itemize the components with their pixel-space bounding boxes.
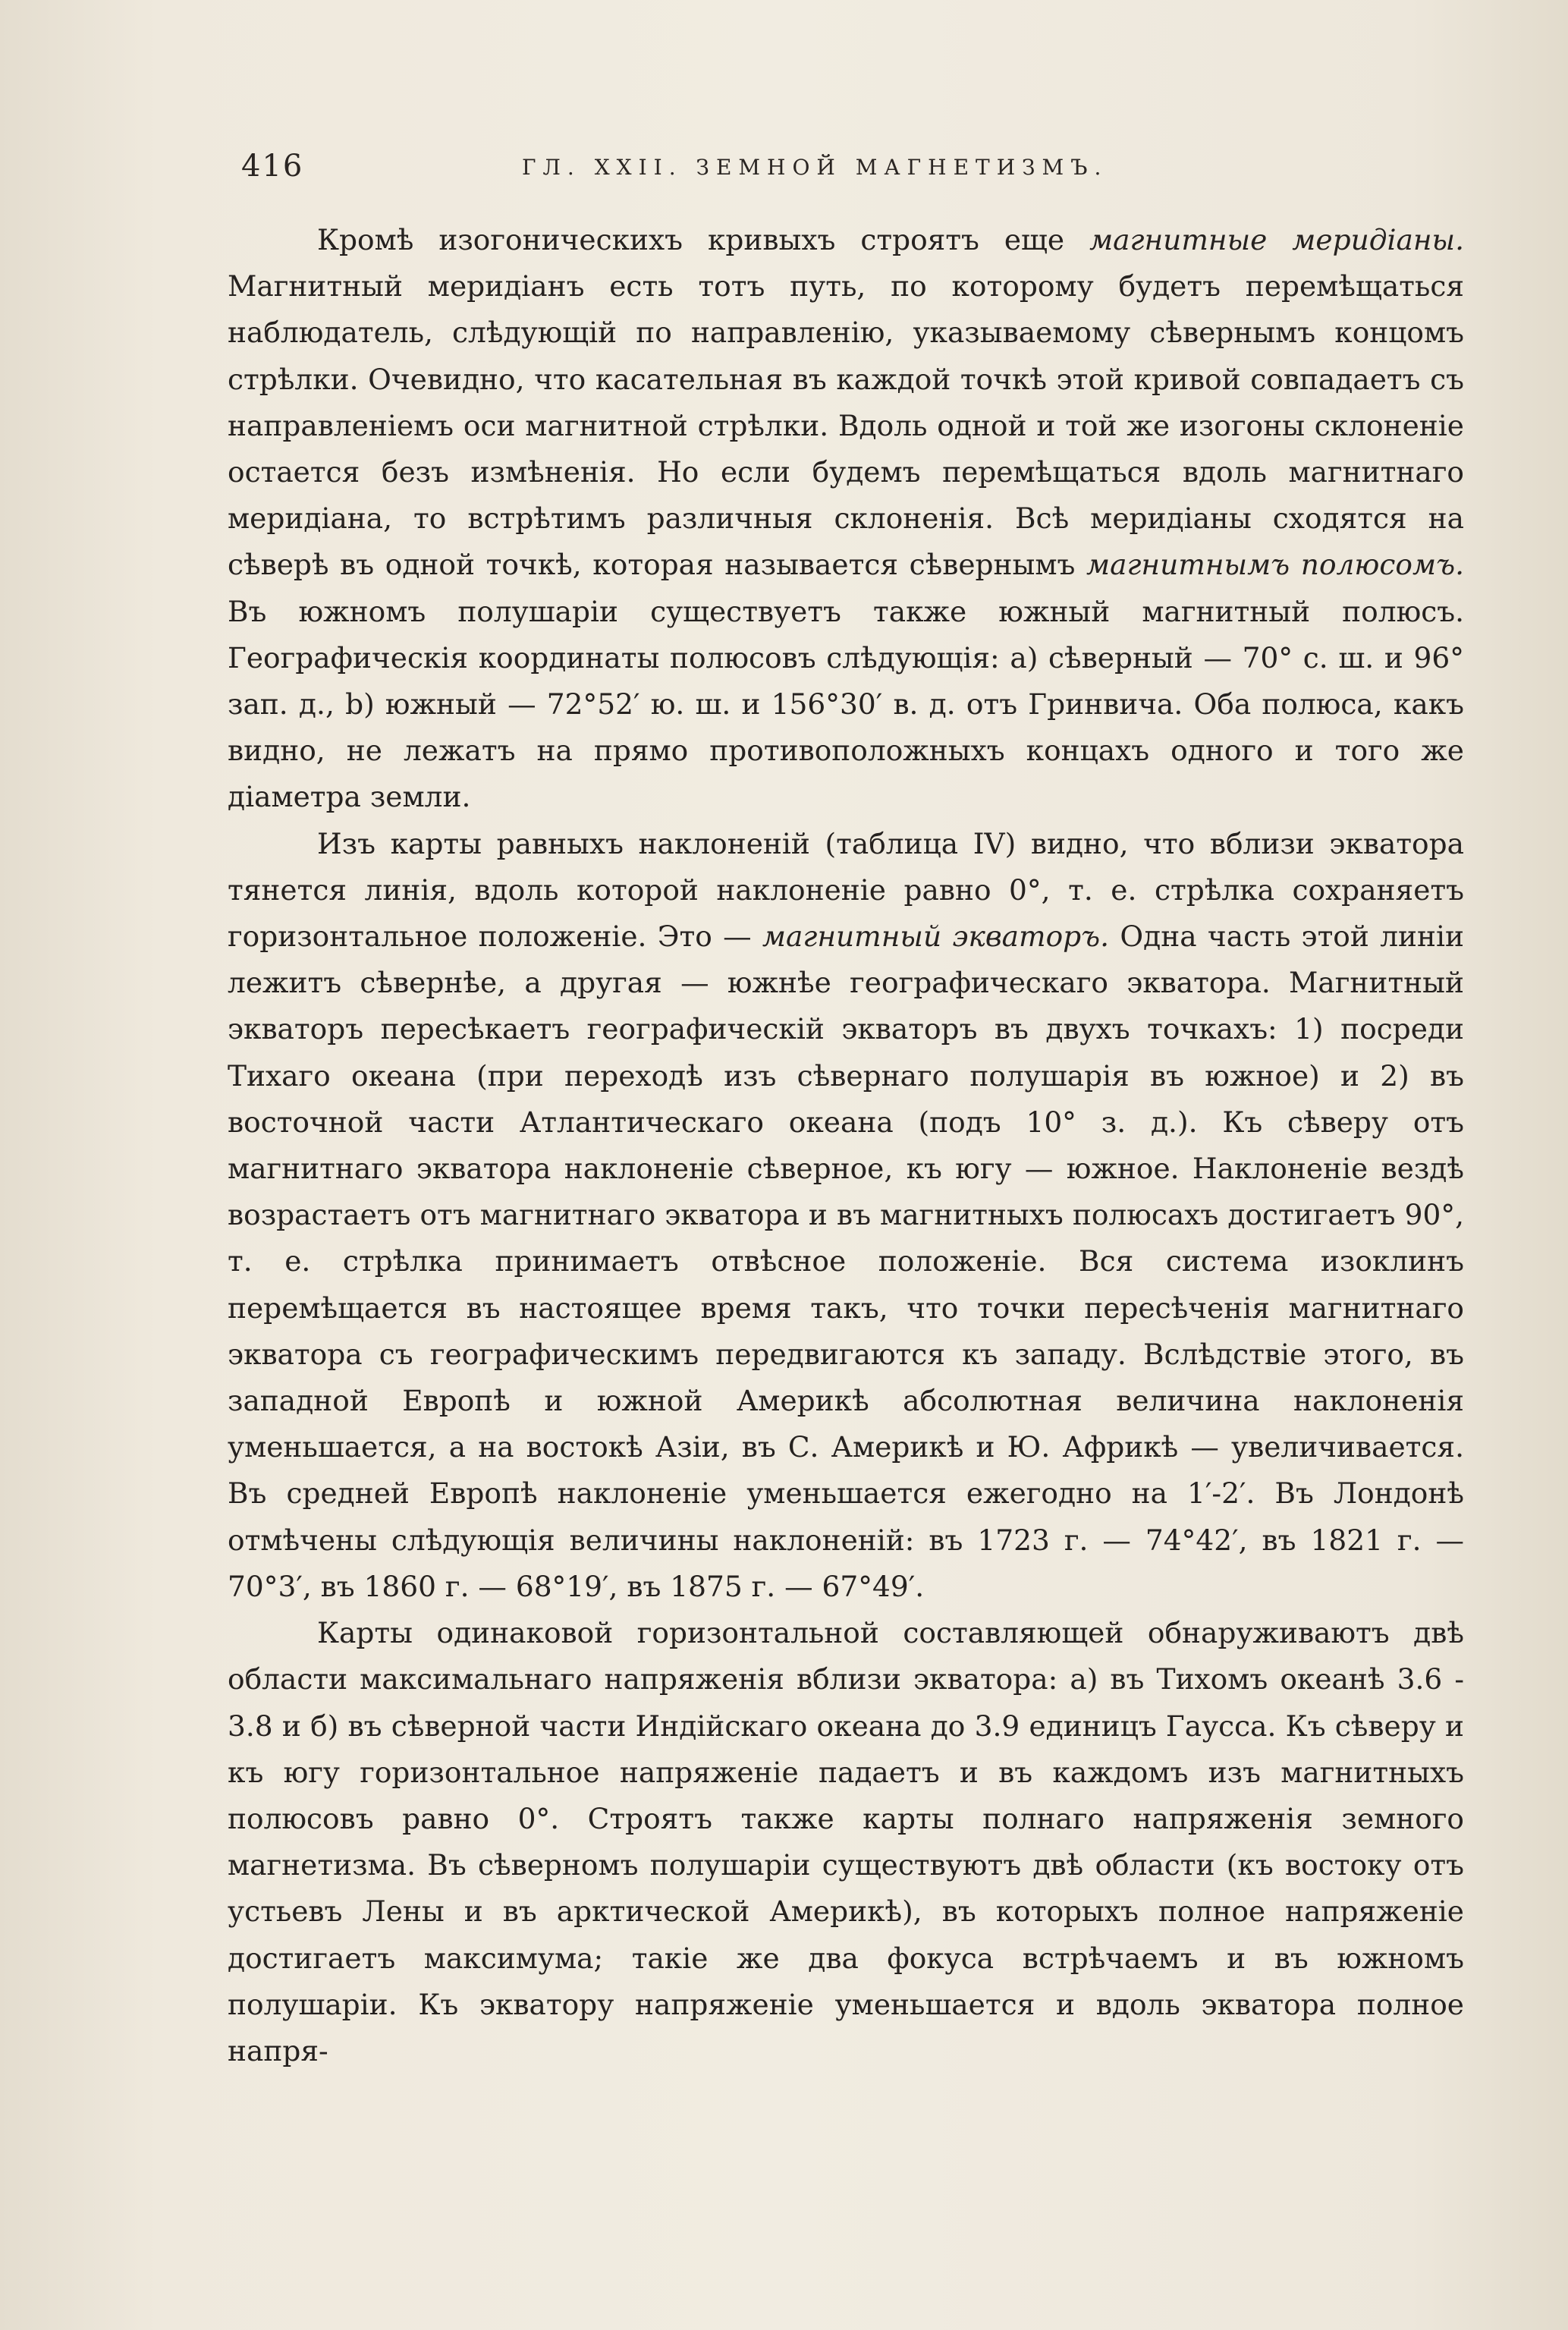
paragraph-horizontal-component [228, 1610, 1464, 2074]
paragraph-magnetic-equator [228, 821, 1464, 1610]
text-run: Въ южномъ полушаріи существуетъ также южный магнитный полюсъ. Географическія координаты полюсовъ слѣдующія: а) сѣверный — 70° с. ш. и 96° зап. д., b) южный — 72°52′ ю. ш. и 156°30′ в. д. отъ Гринвича. Оба полюса, какъ видно, не лежатъ на прямо противоположныхъ концахъ одного и того же діаметра земли. [228, 594, 1464, 814]
chapter-title: ГЛ. XXII. ЗЕМНОЙ МАГНЕТИЗМЪ. [522, 155, 1108, 180]
italic-term: магнитный экваторъ. [762, 920, 1110, 954]
page-number: 416 [241, 149, 304, 184]
running-head [241, 149, 1470, 194]
text-run: Карты одинаковой горизонтальной составляющей обнаруживаютъ двѣ области максимальнаго напряженія вблизи экватора: а) въ Тихомъ океанѣ 3.6 - 3.8 и б) въ сѣверной части Индійскаго океана до 3.9 единицъ Гаусса. Къ сѣверу и къ югу горизонтальное напряженіе падаетъ и въ каждомъ изъ магнитныхъ полюсовъ равно 0°. Строятъ также карты полнаго напряженія земного магнетизма. Въ сѣверномъ полушаріи существуютъ двѣ области (къ востоку отъ устьевъ Лены и въ арктической Америкѣ), въ которыхъ полное напряженіе достигаетъ максимума; такіе же два фокуса встрѣчаемъ и въ южномъ полушаріи. Къ экватору напряженіе уменьшается и вдоль экватора полное напря- [228, 1616, 1464, 2067]
italic-term: магнитнымъ полюсомъ. [1086, 548, 1464, 582]
text-run: Изъ карты равныхъ наклоненій (таблица IV) видно, что вблизи экватора тянется линія, вдоль которой наклоненіе равно 0°, т. е. стрѣлка сохраняетъ горизонтальное положеніе. Это — [228, 826, 1464, 954]
text-run: Кромѣ изогоническихъ кривыхъ строятъ еще [317, 223, 1090, 256]
paragraph-magnetic-meridians [228, 217, 1464, 821]
body-text [228, 217, 1464, 2074]
italic-term: магнитные меридіаны. [1089, 223, 1465, 256]
text-run: Одна часть этой линіи лежитъ сѣвернѣе, а другая — южнѣе географическаго экватора. Магнитный экваторъ пересѣкаетъ географическій экваторъ въ двухъ точкахъ: 1) посреди Тихаго океана (при переходѣ изъ сѣвернаго полушарія въ южное) и 2) въ восточной части Атлантическаго океана (подъ 10° з. д.). Къ сѣверу отъ магнитнаго экватора наклоненіе сѣверное, къ югу — южное. Наклоненіе вездѣ возрастаетъ отъ магнитнаго экватора и въ магнитныхъ полюсахъ достигаетъ 90°, т. е. стрѣлка принимаетъ отвѣсное положеніе. Вся система изоклинъ перемѣщается въ настоящее время такъ, что точки пересѣченія магнитнаго экватора съ географическимъ передвигаются къ западу. Вслѣдствіе этого, въ западной Европѣ и южной Америкѣ абсолютная величина наклоненія уменьшается, а на востокѣ Азіи, въ С. Америкѣ и Ю. Африкѣ — увеличивается. Въ средней Европѣ наклоненіе уменьшается ежегодно на 1′-2′. Въ Лондонѣ отмѣчены слѣдующія величины наклоненій: въ 1723 г. — 74°42′, въ 1821 г. — 70°3′, въ 1860 г. — 68°19′, въ 1875 г. — 67°49′. [228, 920, 1464, 1603]
text-run: Магнитный меридіанъ есть тотъ путь, по которому будетъ перемѣщаться наблюдатель, слѣдующій по направленію, указываемому сѣвернымъ концомъ стрѣлки. Очевидно, что касательная въ каждой точкѣ этой кривой совпадаетъ съ направленіемъ оси магнитной стрѣлки. Вдоль одной и той же изогоны склоненіе остается безъ измѣненія. Но если будемъ перемѣщаться вдоль магнитнаго меридіана, то встрѣтимъ различныя склоненія. Всѣ меридіаны сходятся на сѣверѣ въ одной точкѣ, которая называется сѣвернымъ [228, 269, 1464, 582]
